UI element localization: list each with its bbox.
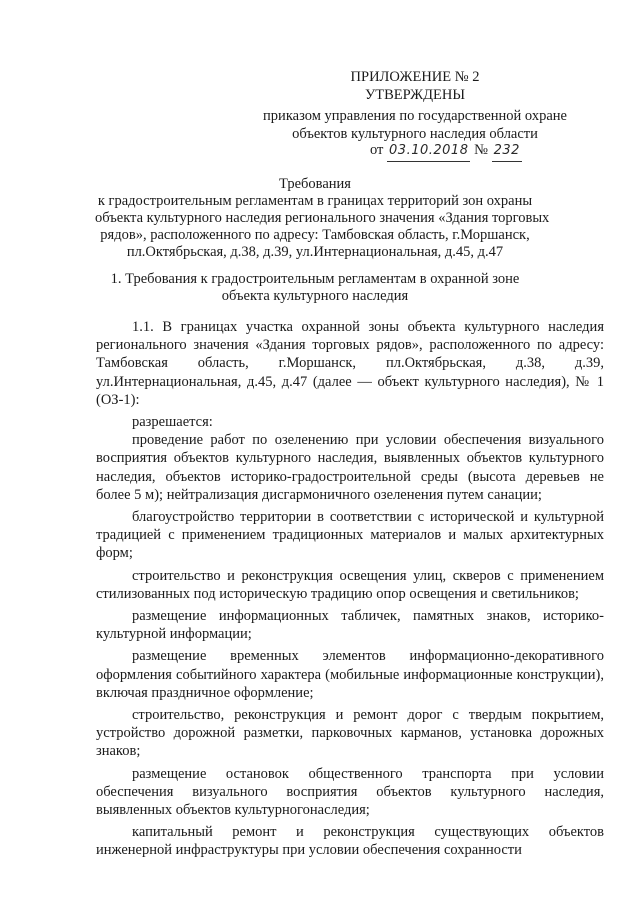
order-date-line [370,140,522,162]
order-line-2: объектов культурного наследия области [292,126,538,142]
title-line-1: к градостроительным регламентам в границах территорий зон охраны [97,193,533,209]
paragraph-lighting: строительство и реконструкция освещения улиц, скверов с применением стилизованных под историческую традицию опор освещения и светильников; [96,567,604,602]
paragraph-1-1: 1.1. В границах участка охранной зоны объекта культурного наследия регионального значения «Здания торговых рядов», расположенного по адресу: Тамбовская область, г.Моршанск, пл.Октябрьская, д.38, д.39, ул.Интернациональная, д.45, д.47 (далее — объект культурного наследия), № 1 (ОЗ-1): [96,319,604,408]
paragraph-temporary-decor: размещение временных элементов информационно-декоративного оформления событийного характера (мобильные информационные конструкции), включая праздничное оформление; [96,648,604,701]
handwritten-date: 03.10.2018 [387,141,470,162]
number-prefix: № [474,142,488,158]
date-prefix: от [370,142,384,158]
paragraph-improvement: благоустройство территории в соответствии с исторической и культурной традицией с применением традиционных материалов и малых архитектурных форм; [96,509,604,562]
order-line-1: приказом управления по государственной охране [263,108,567,124]
paragraph-roads: строительство, реконструкция и ремонт дорог с твердым покрытием, устройство дорожной разметки, парковочных карманов, установка дорожных знаков; [96,707,604,760]
paragraph-permitted: разрешается: [132,414,213,431]
paragraph-transit-stops: размещение остановок общественного транспорта при условии обеспечения визуального восприятия объектов культурного наследия, выявленных объектов культурногонаследия; [96,765,604,819]
paragraph-info-plaques: размещение информационных табличек, памятных знаков, историко-культурной информации; [96,608,604,643]
document-heading: Требования [279,176,351,192]
paragraph-infrastructure: капитальный ремонт и реконструкция существующих объектов инженерной инфраструктуры при условии обеспечения сохранности [96,824,604,859]
approved-label: УТВЕРЖДЕНЫ [364,87,466,103]
section-1-heading-line-1: 1. Требования к градостроительным регламентам в охранной зоне [110,271,520,287]
document-body [96,318,604,860]
title-line-4: пл.Октябрьская, д.38, д.39, ул.Интернациональная, д.45, д.47 [126,244,504,260]
title-line-3: рядов», расположенного по адресу: Тамбовская область, г.Моршанск, [100,227,530,243]
handwritten-number: 232 [492,141,522,162]
paragraph-landscaping: проведение работ по озеленению при условии обеспечения визуального восприятия объектов культурного наследия, выявленных объектов культурного наследия, объектов историко-градостроительной среды (высота деревьев не более 5 м); нейтрализация дисгармоничного озеленения путем санации; [96,432,604,503]
title-line-2: объекта культурного наследия регионального значения «Здания торговых [95,210,550,226]
section-1-heading-line-2: объекта культурного наследия [221,288,409,304]
appendix-label: ПРИЛОЖЕНИЕ № 2 [350,69,480,85]
